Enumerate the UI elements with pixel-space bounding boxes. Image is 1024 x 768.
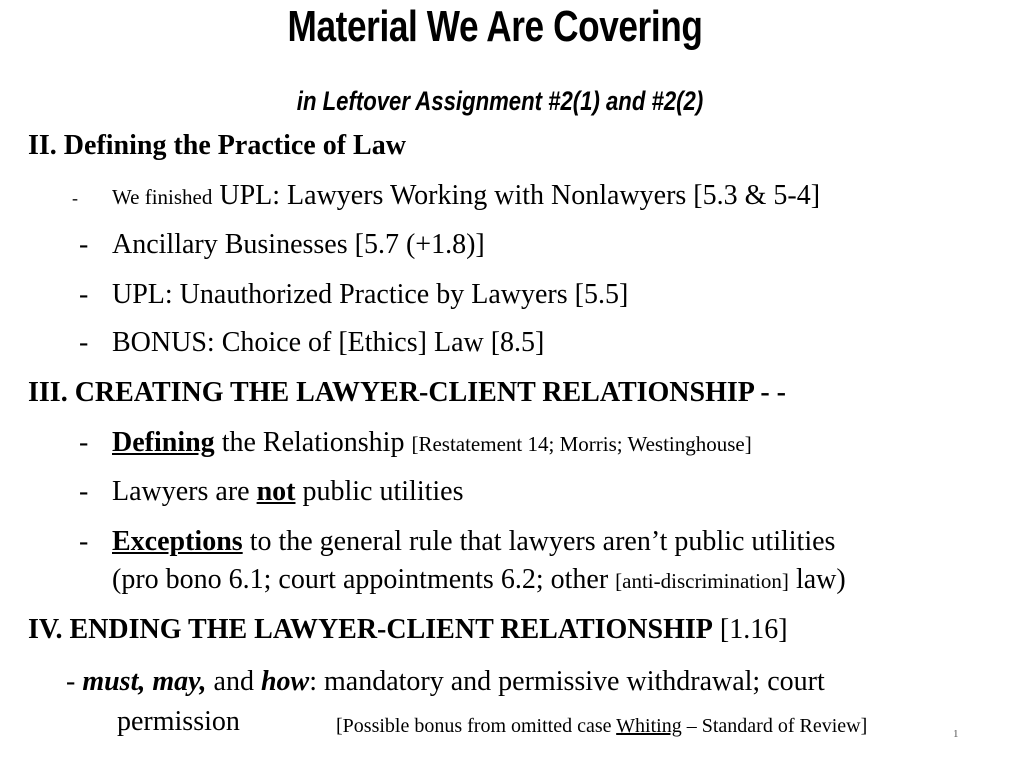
item-text: the Relationship	[221, 427, 405, 458]
section-2-item-4	[79, 327, 544, 359]
section-4-heading	[28, 614, 788, 646]
item-text-b: public utilities	[302, 476, 464, 507]
citation-text: [Restatement 14; Morris; Westinghouse]	[411, 432, 752, 456]
bullet-dash: -	[79, 476, 89, 507]
bracket-note: [anti-discrimination]	[615, 569, 789, 593]
emphasis-text: Exceptions	[112, 526, 243, 557]
bullet-dash: -	[72, 188, 78, 208]
item-text-c: law)	[795, 564, 846, 595]
section-3-item-3	[79, 526, 835, 558]
section-4-item-1	[66, 666, 825, 698]
note-text-a: [Possible bonus from omitted case	[336, 715, 612, 737]
slide-number: 1	[953, 728, 959, 740]
slide-subtitle: in Leftover Assignment #2(1) and #2(2)	[296, 86, 704, 116]
item-text-a: Lawyers are	[112, 476, 250, 507]
item-text-b: (pro bono 6.1; court appointments 6.2; other	[112, 564, 609, 595]
section-2-item-2	[79, 229, 485, 261]
item-text: Ancillary Businesses [5.7 (+1.8)]	[112, 229, 485, 260]
rule-ref: [1.16]	[719, 614, 788, 645]
item-text: BONUS: Choice of [Ethics] Law [8.5]	[112, 327, 545, 358]
bullet-dash: -	[79, 327, 89, 358]
item-prefix: We finished	[112, 185, 213, 209]
section-3-item-2	[79, 476, 464, 508]
heading-text: IV. ENDING THE LAWYER-CLIENT RELATIONSHIP	[28, 614, 713, 645]
section-4-item-1-continued	[117, 706, 240, 738]
bullet-dash: -	[79, 526, 89, 557]
section-2-heading: II. Defining the Practice of Law	[28, 130, 406, 161]
section-3-item-3-continued	[112, 564, 846, 596]
bullet-dash: -	[66, 666, 76, 697]
bonus-note	[336, 715, 867, 738]
item-text: UPL: Unauthorized Practice by Lawyers [5.5]	[112, 279, 629, 310]
section-2-item-3	[79, 279, 628, 311]
item-and: and	[213, 666, 254, 697]
slide-title: Material We Are Covering	[287, 2, 703, 51]
item-text-a: to the general rule that lawyers aren’t public utilities	[249, 526, 836, 557]
section-3-heading: III. CREATING THE LAWYER-CLIENT RELATIONSHIP - -	[28, 377, 786, 408]
item-text-b: permission	[117, 706, 240, 737]
section-2-item-1	[72, 180, 820, 212]
note-text-b: – Standard of Review]	[686, 715, 868, 737]
emphasis-text: Defining	[112, 427, 215, 458]
bullet-dash: -	[79, 229, 89, 260]
item-text: UPL: Lawyers Working with Nonlawyers [5.3 & 5-4]	[219, 180, 821, 211]
emphasis-text: not	[256, 476, 296, 507]
emphasis-must-may: must, may,	[82, 666, 207, 697]
item-text: : mandatory and permissive withdrawal; court	[309, 666, 825, 697]
section-3-item-1	[79, 427, 752, 459]
case-name: Whiting	[616, 715, 682, 737]
bullet-dash: -	[79, 427, 89, 458]
bullet-dash: -	[79, 279, 89, 310]
emphasis-how: how	[260, 666, 310, 697]
